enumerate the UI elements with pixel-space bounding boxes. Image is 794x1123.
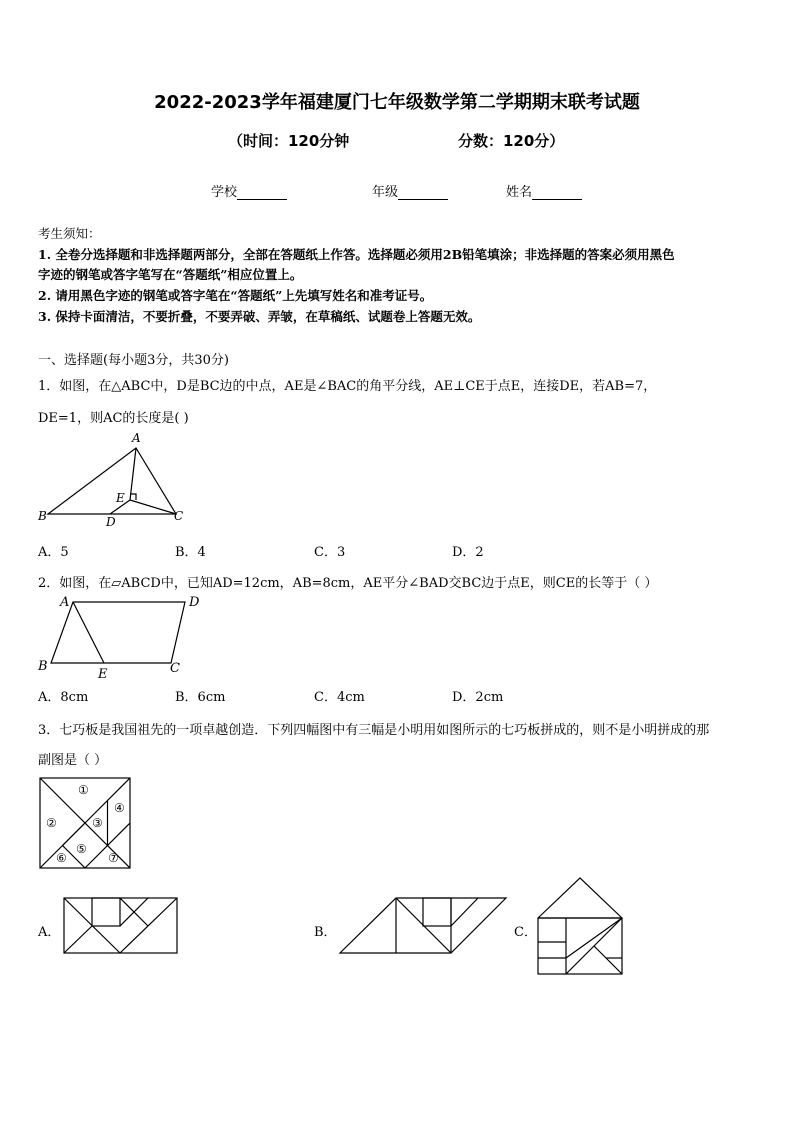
tangram-square-figure bbox=[38, 776, 134, 872]
label-b: B bbox=[38, 659, 48, 674]
parallelogram-abcd bbox=[51, 602, 185, 663]
label-b: B bbox=[38, 509, 47, 523]
name-field bbox=[506, 181, 582, 200]
label-c: C bbox=[174, 509, 184, 523]
q1-text-line2: DE=1，则AC的长度是( ) bbox=[38, 411, 189, 426]
piece-1: ① bbox=[78, 783, 89, 797]
page-title: 2022-2023学年福建厦门七年级数学第二学期期末联考试题 bbox=[154, 92, 640, 113]
piece-4: ④ bbox=[114, 801, 125, 815]
piece-7: ⑦ bbox=[108, 851, 119, 865]
q2-option-a[interactable]: A．8cm bbox=[38, 690, 89, 705]
label-d: D bbox=[189, 595, 200, 610]
grade-blank[interactable] bbox=[398, 185, 448, 200]
notice-item-1a: 1. 全卷分选择题和非选择题两部分，全部在答题纸上作答。选择题必须用2B铅笔填涂；非选择题的答案必须用黑色 bbox=[38, 247, 675, 262]
segment-ae bbox=[73, 602, 104, 663]
q3-option-a-figure[interactable] bbox=[62, 896, 180, 956]
q3-option-c-figure[interactable] bbox=[536, 876, 626, 976]
grade-label: 年级 bbox=[372, 185, 399, 200]
label-c: C bbox=[170, 661, 180, 676]
notice-item-1b: 字迹的钢笔或答字笔写在“答题纸”相应位置上。 bbox=[38, 267, 303, 282]
notice-heading: 考生须知： bbox=[38, 226, 101, 241]
name-label: 姓名 bbox=[506, 185, 533, 200]
triangle-abc bbox=[48, 448, 176, 514]
q1-triangle-figure bbox=[30, 428, 200, 528]
label-e: E bbox=[98, 667, 108, 682]
q2-option-b[interactable]: B．6cm bbox=[175, 690, 226, 705]
notice-item-2: 2. 请用黑色字迹的钢笔或答字笔在“答题纸”上先填写姓名和准考证号。 bbox=[38, 288, 433, 303]
label-d: D bbox=[106, 515, 116, 528]
q3-option-b-figure[interactable] bbox=[338, 896, 508, 956]
q2-text-line1: 2．如图，在▱ABCD中，已知AD=12cm，AB=8cm，AE平分∠BAD交BC边于点E，则CE的长等于（ ） bbox=[38, 576, 658, 591]
segment-ae bbox=[130, 448, 136, 500]
q1-text-line1: 1．如图，在△ABC中，D是BC边的中点，AE是∠BAC的角平分线，AE⊥CE于点E，连接DE，若AB=7， bbox=[38, 379, 657, 394]
q1-option-d[interactable]: D．2 bbox=[452, 545, 484, 560]
q2-parallelogram-figure bbox=[30, 590, 210, 684]
q3-text-line2: 副图是（ ） bbox=[38, 753, 108, 768]
exam-time: （时间：120分钟 bbox=[228, 132, 350, 150]
q1-option-b[interactable]: B．4 bbox=[175, 545, 206, 560]
q3-text-line1: 3．七巧板是我国祖先的一项卓越创造．下列四幅图中有三幅是小明用如图所示的七巧板拼成的，则不是小明拼成的那 bbox=[38, 723, 710, 738]
notice-item-3: 3. 保持卡面清洁，不要折叠，不要弄破、弄皱，在草稿纸、试题卷上答题无效。 bbox=[38, 309, 481, 324]
piece-6: ⑥ bbox=[56, 851, 67, 865]
label-a: A bbox=[132, 431, 141, 445]
section-heading: 一、选择题(每小题3分，共30分) bbox=[38, 353, 229, 368]
name-blank[interactable] bbox=[532, 185, 582, 200]
school-blank[interactable] bbox=[237, 185, 287, 200]
label-e: E bbox=[116, 491, 125, 505]
piece-2: ② bbox=[46, 816, 57, 830]
school-label: 学校 bbox=[211, 185, 238, 200]
grade-field bbox=[372, 181, 448, 200]
school-field bbox=[211, 181, 287, 200]
q2-option-d[interactable]: D．2cm bbox=[452, 690, 504, 705]
q3-option-a[interactable]: A． bbox=[38, 925, 61, 940]
q2-option-c[interactable]: C．4cm bbox=[314, 690, 365, 705]
piece-5: ⑤ bbox=[76, 842, 87, 856]
q1-option-a[interactable]: A．5 bbox=[38, 545, 69, 560]
q1-option-c[interactable]: C．3 bbox=[314, 545, 346, 560]
piece-3: ③ bbox=[92, 816, 103, 830]
label-a: A bbox=[60, 595, 70, 610]
exam-score: 分数：120分） bbox=[458, 132, 565, 150]
q3-option-b[interactable]: B． bbox=[314, 925, 337, 940]
q3-option-c[interactable]: C． bbox=[514, 925, 537, 940]
